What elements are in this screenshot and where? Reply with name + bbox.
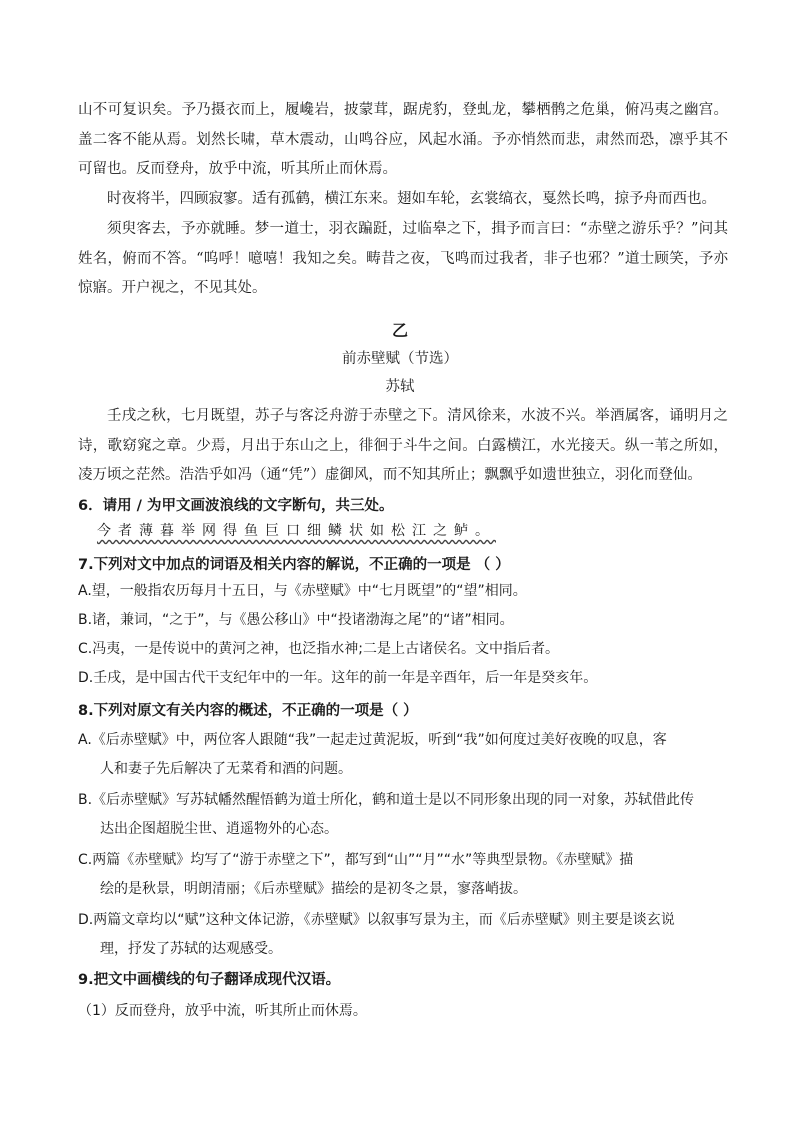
jia-paragraph-2: 时夜将半，四顾寂寥。适有孤鹤，横江东来。翅如车轮，玄裳缟衣，戛然长鸣，掠予舟而西也。 [107, 191, 716, 207]
question-9-subquestion-1: （1）反而登舟，放乎中流，听其所止而休焉。 [78, 1003, 367, 1019]
option-a-line-1: A.《后赤壁赋》中，两位客人跟随“我”一起走过黄泥坂，听到“我”如何度过美好夜晚的叹息，客 [78, 732, 667, 748]
jia-paragraph-3: 须臾客去，予亦就睡。梦一道士，羽衣蹁跹，过临皋之下，揖予而言曰：“赤壁之游乐乎？”问其姓名，俯而不答。“呜呼！噫嘻！我知之矣。畴昔之夜，飞鸣而过我者，非子也邪？”道士顾笑，予亦惊寤。开户视之，不见其处。 [78, 221, 728, 296]
section-label-yi: 乙 [391, 321, 408, 340]
question-8-option-a [78, 726, 723, 784]
option-d-line-2: 理，抒发了苏轼的达观感受。 [100, 941, 282, 957]
option-a-line-2: 人和妻子先后解决了无菜肴和酒的问题。 [100, 761, 352, 777]
yi-paragraph-1: 壬戌之秋，七月既望，苏子与客泛舟游于赤壁之下。清风徐来，水波不兴。举酒属客，诵明月之诗，歌窈窕之章。少焉，月出于东山之上，徘徊于斗牛之间。白露横江，水光接天。纵一苇之所如，凌万顷之茫然。浩浩乎如冯（通“凭”）虚御风，而不知其所止；飘飘乎如遗世独立，羽化而登仙。 [78, 408, 728, 483]
question-9-prompt: 9.把文中画横线的句子翻译成现代汉语。 [78, 972, 341, 988]
option-b-line-2: 达出企图超脱尘世、逍遥物外的心态。 [100, 821, 338, 837]
question-7-option-d: D.壬戌，是中国古代干支纪年中的一年。这年的前一年是辛酉年，后一年是癸亥年。 [78, 670, 598, 686]
yi-title: 前赤壁赋（节选） [342, 351, 458, 367]
question-8-option-c [78, 846, 723, 904]
question-8-option-b [78, 786, 723, 844]
question-7-prompt: 7.下列对文中加点的词语及相关内容的解说，不正确的一项是 （ ） [78, 557, 510, 573]
option-c-line-1: C.两篇《赤壁赋》均写了“游于赤壁之下”，都写到“山”“月”“水”等典型景物。《赤壁赋》描 [78, 852, 634, 868]
question-7-option-b: B.诸，兼词，“之于”，与《愚公移山》中“投诸渤海之尾”的“诸”相同。 [78, 612, 514, 628]
option-d-line-1: D.两篇文章均以“赋”这种文体记游，《赤壁赋》以叙事写景为主，而《后赤壁赋》则主要是谈玄说 [78, 912, 675, 928]
yi-author: 苏轼 [385, 379, 415, 395]
question-7-option-c: C.冯夷，一是传说中的黄河之神，也泛指水神;二是上古诸侯名。文中指后者。 [78, 641, 559, 657]
question-7-option-a: A.望，一般指农历每月十五日，与《赤壁赋》中“七月既望”的“望”相同。 [78, 583, 527, 599]
question-6-prompt: 6．请用 / 为甲文画波浪线的文字断句，共三处。 [78, 498, 394, 514]
jia-paragraph-1: 山不可复识矣。予乃摄衣而上，履巉岩，披蒙茸，踞虎豹，登虬龙，攀栖鹘之危巢，俯冯夷之幽宫。盖二客不能从焉。划然长啸，草木震动，山鸣谷应，风起水涌。予亦悄然而悲，肃然而恐，凛乎其不可留也。反而登舟，放乎中流，听其所止而休焉。 [78, 102, 728, 177]
question-6-wavy-text: 今者薄暮举网得鱼巨口细鳞状如松江之鲈。 [97, 523, 496, 539]
option-b-line-1: B.《后赤壁赋》写苏轼幡然醒悟鹤为道士所化，鹤和道士是以不同形象出现的同一对象，苏轼借此传 [78, 792, 695, 808]
question-8-prompt: 8.下列对原文有关内容的概述，不正确的一项是（ ） [78, 703, 418, 719]
option-c-line-2: 绘的是秋景，明朗清丽；《后赤壁赋》描绘的是初冬之景，寥落峭拔。 [100, 881, 527, 897]
question-8-option-d [78, 906, 723, 964]
